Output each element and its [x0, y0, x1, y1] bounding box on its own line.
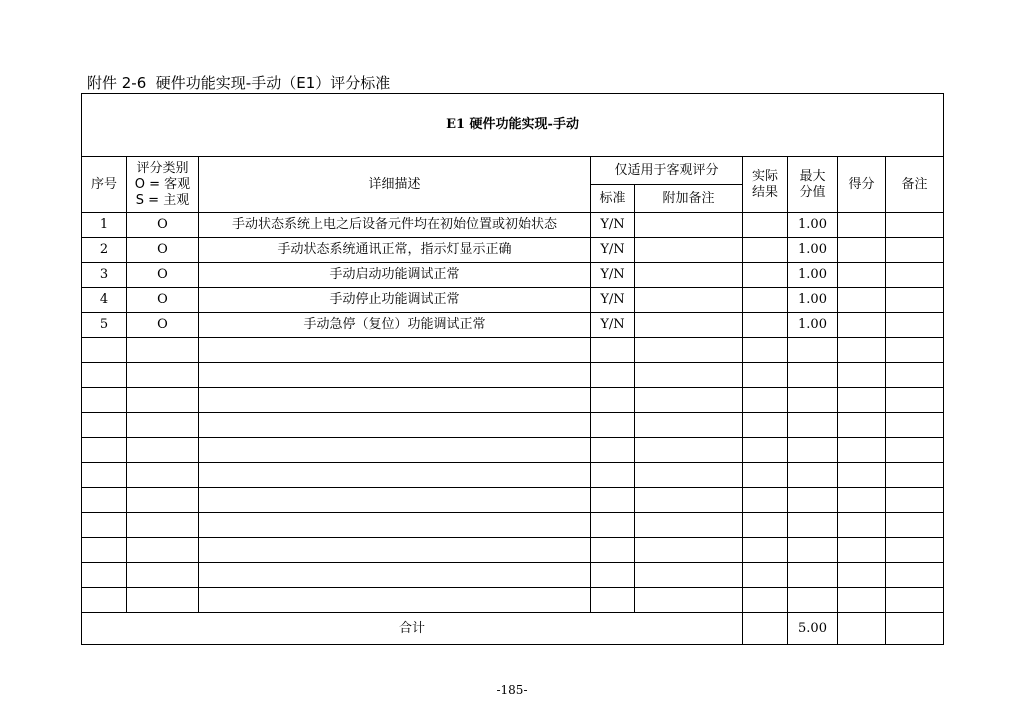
table-title: E1 硬件功能实现-手动	[82, 94, 944, 157]
table-row	[82, 538, 944, 563]
cell-category	[127, 363, 199, 388]
cell-max-score	[788, 363, 838, 388]
cell-seq: 3	[82, 263, 127, 288]
cell-total-remarks	[886, 613, 944, 645]
total-row	[82, 613, 944, 645]
cell-max-score	[788, 388, 838, 413]
cell-category	[127, 463, 199, 488]
cell-category	[127, 513, 199, 538]
cell-actual	[743, 313, 788, 338]
cell-description	[199, 513, 591, 538]
header-category-line2: O = 客观	[134, 176, 191, 192]
cell-max-score	[788, 563, 838, 588]
cell-seq: 4	[82, 288, 127, 313]
cell-actual	[743, 588, 788, 613]
cell-standard	[591, 338, 635, 363]
header-score: 得分	[838, 157, 886, 213]
header-category	[127, 157, 199, 213]
cell-max-score	[788, 413, 838, 438]
cell-standard	[591, 563, 635, 588]
header-objective-only: 仅适用于客观评分	[591, 157, 743, 185]
table-row	[82, 488, 944, 513]
cell-category	[127, 338, 199, 363]
cell-category: O	[127, 313, 199, 338]
cell-description: 手动急停（复位）功能调试正常	[199, 313, 591, 338]
cell-extra-notes	[635, 363, 743, 388]
cell-remarks	[886, 413, 944, 438]
table-row	[82, 463, 944, 488]
cell-seq	[82, 588, 127, 613]
cell-max-score: 1.00	[788, 213, 838, 238]
cell-extra-notes	[635, 563, 743, 588]
cell-score	[838, 238, 886, 263]
total-max-score: 5.00	[788, 613, 838, 645]
cell-remarks	[886, 563, 944, 588]
cell-max-score	[788, 513, 838, 538]
cell-score	[838, 488, 886, 513]
cell-extra-notes	[635, 213, 743, 238]
table-row	[82, 388, 944, 413]
cell-score	[838, 288, 886, 313]
cell-remarks	[886, 388, 944, 413]
header-actual	[743, 157, 788, 213]
cell-standard: Y/N	[591, 313, 635, 338]
total-label: 合计	[82, 613, 743, 645]
cell-standard	[591, 513, 635, 538]
header-actual-line1: 实际	[751, 168, 778, 184]
table-row	[82, 213, 944, 238]
cell-category: O	[127, 238, 199, 263]
cell-extra-notes	[635, 538, 743, 563]
cell-actual	[743, 413, 788, 438]
cell-remarks	[886, 588, 944, 613]
cell-actual	[743, 238, 788, 263]
cell-remarks	[886, 338, 944, 363]
cell-standard	[591, 388, 635, 413]
header-category-line1: 评分类别	[136, 160, 189, 176]
cell-category	[127, 588, 199, 613]
cell-extra-notes	[635, 513, 743, 538]
header-actual-line2: 结果	[751, 184, 778, 200]
cell-seq	[82, 488, 127, 513]
cell-remarks	[886, 463, 944, 488]
cell-standard	[591, 538, 635, 563]
table-row	[82, 313, 944, 338]
cell-score	[838, 538, 886, 563]
cell-extra-notes	[635, 238, 743, 263]
cell-remarks	[886, 488, 944, 513]
header-max	[788, 157, 838, 213]
cell-description	[199, 488, 591, 513]
cell-max-score	[788, 488, 838, 513]
cell-category	[127, 563, 199, 588]
cell-seq	[82, 563, 127, 588]
cell-actual	[743, 513, 788, 538]
cell-actual	[743, 338, 788, 363]
cell-actual	[743, 388, 788, 413]
cell-seq	[82, 413, 127, 438]
cell-score	[838, 413, 886, 438]
cell-remarks	[886, 288, 944, 313]
header-standard: 标准	[591, 185, 635, 213]
cell-standard: Y/N	[591, 288, 635, 313]
cell-extra-notes	[635, 288, 743, 313]
cell-max-score	[788, 338, 838, 363]
scoring-table	[81, 93, 944, 645]
table-row	[82, 238, 944, 263]
cell-actual	[743, 463, 788, 488]
header-category-line3: S = 主观	[135, 192, 190, 208]
cell-seq: 5	[82, 313, 127, 338]
table-row	[82, 338, 944, 363]
cell-standard	[591, 363, 635, 388]
cell-description: 手动停止功能调试正常	[199, 288, 591, 313]
cell-seq	[82, 538, 127, 563]
table-row	[82, 588, 944, 613]
cell-category	[127, 538, 199, 563]
cell-actual	[743, 538, 788, 563]
cell-score	[838, 588, 886, 613]
cell-extra-notes	[635, 438, 743, 463]
cell-score	[838, 438, 886, 463]
cell-score	[838, 213, 886, 238]
cell-description	[199, 588, 591, 613]
cell-remarks	[886, 213, 944, 238]
cell-actual	[743, 213, 788, 238]
cell-extra-notes	[635, 413, 743, 438]
table-row	[82, 288, 944, 313]
cell-max-score: 1.00	[788, 238, 838, 263]
cell-remarks	[886, 438, 944, 463]
cell-score	[838, 363, 886, 388]
cell-description	[199, 338, 591, 363]
table-row	[82, 363, 944, 388]
table-row	[82, 413, 944, 438]
cell-description: 手动状态系统通讯正常，指示灯显示正确	[199, 238, 591, 263]
cell-actual	[743, 563, 788, 588]
cell-description	[199, 538, 591, 563]
table-row	[82, 563, 944, 588]
cell-actual	[743, 363, 788, 388]
cell-extra-notes	[635, 588, 743, 613]
cell-max-score	[788, 538, 838, 563]
cell-score	[838, 463, 886, 488]
cell-category	[127, 388, 199, 413]
cell-extra-notes	[635, 463, 743, 488]
cell-actual	[743, 488, 788, 513]
cell-score	[838, 313, 886, 338]
cell-extra-notes	[635, 488, 743, 513]
cell-max-score: 1.00	[788, 263, 838, 288]
cell-score	[838, 338, 886, 363]
cell-extra-notes	[635, 313, 743, 338]
cell-description: 手动启动功能调试正常	[199, 263, 591, 288]
header-seq: 序号	[82, 157, 127, 213]
cell-extra-notes	[635, 388, 743, 413]
cell-category	[127, 413, 199, 438]
cell-total-actual	[743, 613, 788, 645]
cell-score	[838, 563, 886, 588]
cell-category: O	[127, 288, 199, 313]
cell-remarks	[886, 238, 944, 263]
cell-standard	[591, 588, 635, 613]
cell-max-score	[788, 588, 838, 613]
cell-standard	[591, 438, 635, 463]
page-number: -185-	[496, 683, 528, 697]
cell-total-score	[838, 613, 886, 645]
cell-actual	[743, 438, 788, 463]
header-max-line1: 最大	[799, 168, 826, 184]
document-heading: 附件 2-6 硬件功能实现-手动（E1）评分标准	[87, 74, 391, 92]
header-max-line2: 分值	[799, 184, 826, 200]
cell-description	[199, 563, 591, 588]
cell-score	[838, 513, 886, 538]
cell-extra-notes	[635, 338, 743, 363]
cell-seq	[82, 438, 127, 463]
cell-max-score: 1.00	[788, 313, 838, 338]
cell-actual	[743, 288, 788, 313]
cell-description	[199, 463, 591, 488]
cell-standard: Y/N	[591, 238, 635, 263]
cell-seq	[82, 388, 127, 413]
cell-description	[199, 388, 591, 413]
cell-seq	[82, 363, 127, 388]
header-remarks: 备注	[886, 157, 944, 213]
cell-seq	[82, 463, 127, 488]
cell-category: O	[127, 263, 199, 288]
cell-seq: 1	[82, 213, 127, 238]
header-extra-notes: 附加备注	[635, 185, 743, 213]
cell-standard: Y/N	[591, 263, 635, 288]
cell-category	[127, 488, 199, 513]
table-row	[82, 263, 944, 288]
cell-actual	[743, 263, 788, 288]
cell-max-score: 1.00	[788, 288, 838, 313]
cell-standard	[591, 488, 635, 513]
cell-max-score	[788, 463, 838, 488]
cell-description: 手动状态系统上电之后设备元件均在初始位置或初始状态	[199, 213, 591, 238]
cell-description	[199, 413, 591, 438]
cell-seq: 2	[82, 238, 127, 263]
cell-description	[199, 363, 591, 388]
table-row	[82, 513, 944, 538]
cell-remarks	[886, 513, 944, 538]
cell-remarks	[886, 263, 944, 288]
cell-seq	[82, 513, 127, 538]
cell-seq	[82, 338, 127, 363]
cell-description	[199, 438, 591, 463]
cell-max-score	[788, 438, 838, 463]
cell-remarks	[886, 538, 944, 563]
header-description: 详细描述	[199, 157, 591, 213]
cell-extra-notes	[635, 263, 743, 288]
cell-standard	[591, 413, 635, 438]
cell-remarks	[886, 313, 944, 338]
table-row	[82, 438, 944, 463]
cell-standard	[591, 463, 635, 488]
cell-score	[838, 263, 886, 288]
cell-remarks	[886, 363, 944, 388]
cell-score	[838, 388, 886, 413]
cell-category: O	[127, 213, 199, 238]
cell-standard: Y/N	[591, 213, 635, 238]
cell-category	[127, 438, 199, 463]
